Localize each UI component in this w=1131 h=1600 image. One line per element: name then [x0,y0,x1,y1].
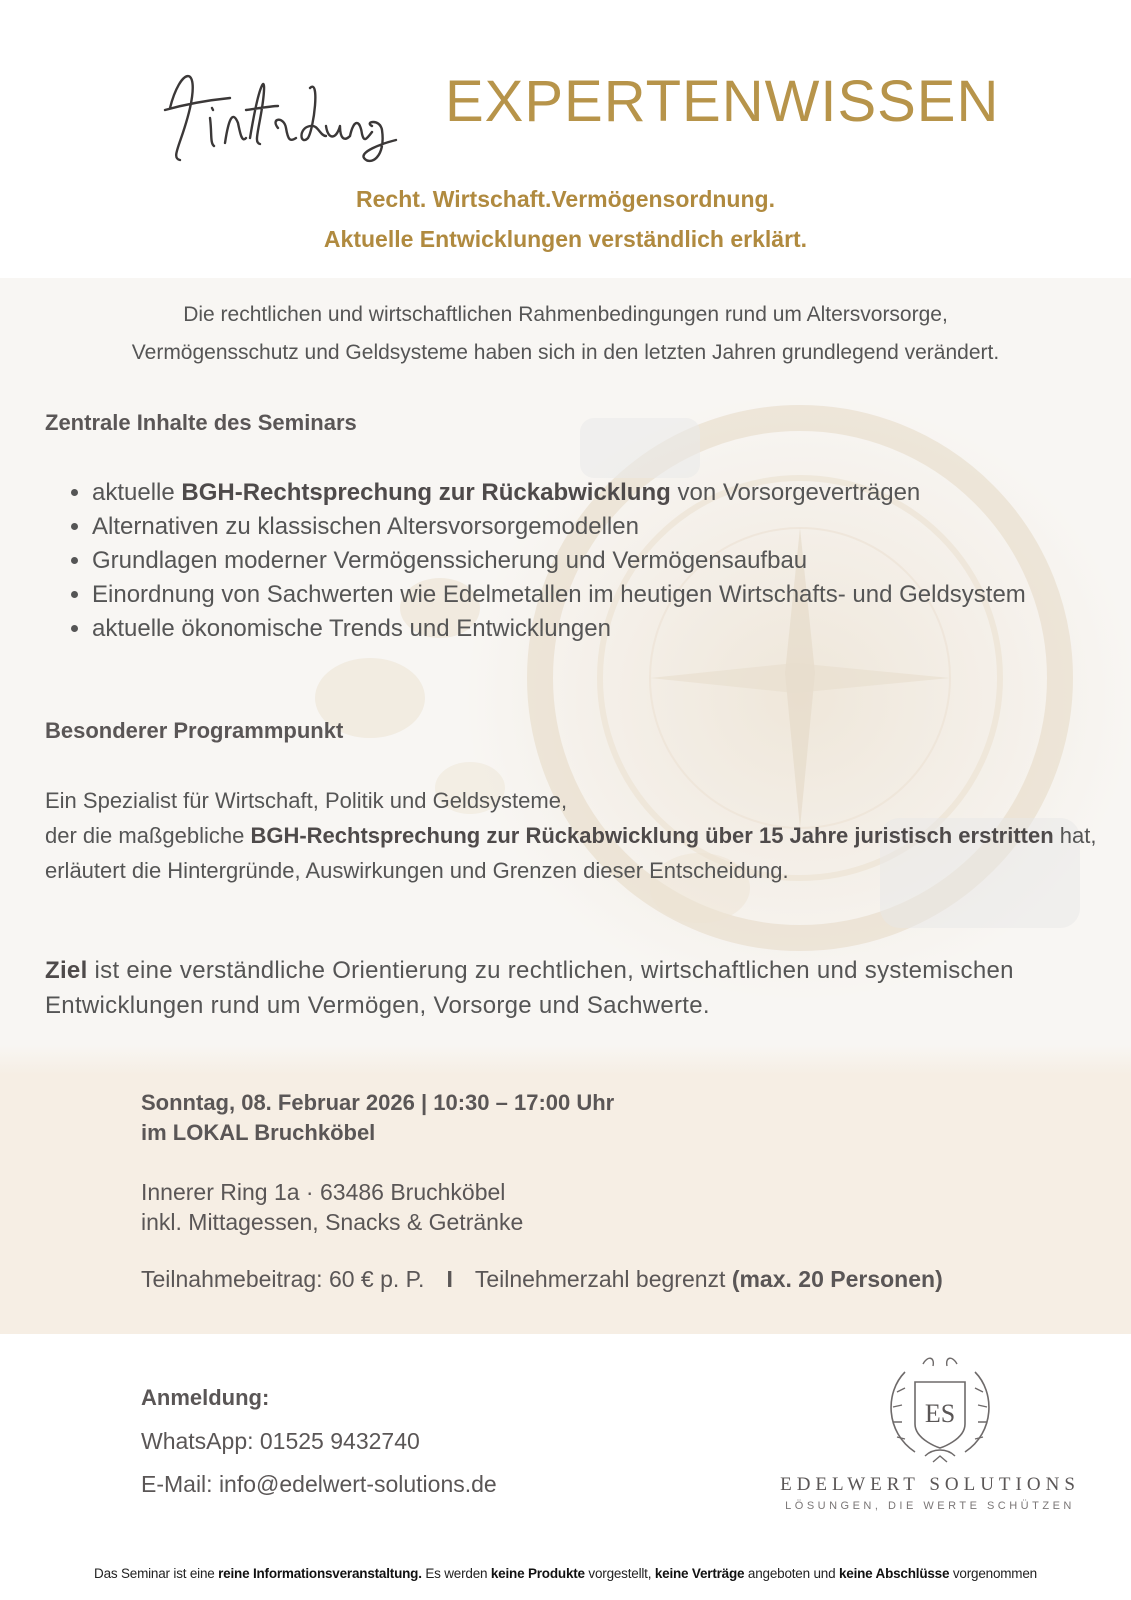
special-text: hat, erläutert die Hintergründe, Auswirkungen und Grenzen dieser Entscheidung. [45,823,1097,883]
event-price-line [141,1266,943,1293]
footer-emphasis: keine Abschlüsse [838,1566,950,1581]
intro-line-1: Die rechtlichen und wirtschaftlichen Rahmenbedingungen rund um Altersvorsorge, [183,303,948,326]
subtitle-line-1: Recht. Wirtschaft.Vermögensordnung. [356,186,775,212]
footer-emphasis: reine Informationsveranstaltung. [218,1566,422,1581]
list-item-text: von Vorsorgeverträgen [670,479,921,506]
special-text: der die maßgebliche [45,823,251,848]
event-limit: Teilnehmerzahl begrenzt [474,1266,732,1292]
contents-list [62,476,1072,646]
goal-paragraph [45,953,1105,1023]
band-fade [0,1045,1131,1075]
goal-text: ist eine verständliche Orientierung zu rechtlichen, wirtschaftlichen und systemischen Entwicklungen rund um Vermögen, Vorsorge und Sachwerte. [45,957,1014,1019]
goal-label: Ziel [45,957,88,984]
whatsapp-contact: WhatsApp: 01525 9432740 [141,1428,420,1454]
special-line-2 [45,818,1105,888]
event-included: inkl. Mittagessen, Snacks & Getränke [141,1209,524,1235]
footer-disclaimer [0,1566,1131,1581]
intro-line-2: Vermögensschutz und Geldsysteme haben sich in den letzten Jahren grundlegend verändert. [131,341,1000,364]
page-title: EXPERTENWISSEN [445,69,1000,134]
special-heading: Besonderer Programmpunkt [45,718,344,743]
footer-text: vorgenommen [949,1566,1037,1581]
brand-tagline: LÖSUNGEN, DIE WERTE SCHÜTZEN [785,1500,1075,1512]
footer-text: vorgestellt, [584,1566,655,1581]
event-separator: I [446,1266,453,1292]
list-item: • Alternativen zu klassischen Altersvorsorgemodellen [92,510,1072,544]
registration-heading: Anmeldung: [141,1385,270,1410]
intro-paragraph [40,296,1091,372]
footer-emphasis: keine Produkte [490,1566,585,1581]
einladung-script-graphic [150,48,405,168]
event-date-block [141,1088,614,1148]
list-item-emphasis: BGH-Rechtsprechung zur Rückabwicklung [181,479,671,506]
footer-emphasis: keine Verträge [654,1566,745,1581]
brand-name: EDELWERT SOLUTIONS [780,1474,1080,1495]
event-address-block [141,1177,523,1237]
list-item: • Einordnung von Sachwerten wie Edelmetallen im heutigen Wirtschafts- und Geldsystem [92,578,1072,612]
list-item [92,476,1072,510]
subtitle-line-2: Aktuelle Entwicklungen verständlich erklärt. [323,226,808,252]
footer-text: Es werden [421,1566,491,1581]
event-venue: im LOKAL Bruchköbel [141,1120,376,1145]
email-contact: E-Mail: info@edelwert-solutions.de [141,1471,497,1497]
background-compass-image [0,278,1131,1045]
special-line-1: Ein Spezialist für Wirtschaft, Politik und Geldsysteme, [45,788,568,813]
brand-monogram: ES [924,1399,956,1428]
list-item: • Grundlagen moderner Vermögenssicherung und Vermögensaufbau [92,544,1072,578]
special-emphasis: BGH-Rechtsprechung zur Rückabwicklung über 15 Jahre juristisch erstritten [250,823,1054,848]
event-fee: Teilnahmebeitrag: 60 € p. P. [141,1266,425,1292]
compass-decoration [0,278,1131,1045]
list-item: • aktuelle ökonomische Trends und Entwicklungen [92,612,1072,646]
brand-logo-icon [875,1352,1005,1472]
event-limit-max: (max. 20 Personen) [731,1266,943,1292]
footer-text: Das Seminar ist eine [94,1566,219,1581]
footer-text: angeboten und [744,1566,839,1581]
special-paragraph [45,783,1105,888]
event-address: Innerer Ring 1a · 63486 Bruchköbel [141,1179,506,1205]
list-item-text: aktuelle [92,479,182,506]
event-date: Sonntag, 08. Februar 2026 | 10:30 – 17:00 Uhr [141,1090,615,1115]
contents-heading: Zentrale Inhalte des Seminars [45,410,357,435]
